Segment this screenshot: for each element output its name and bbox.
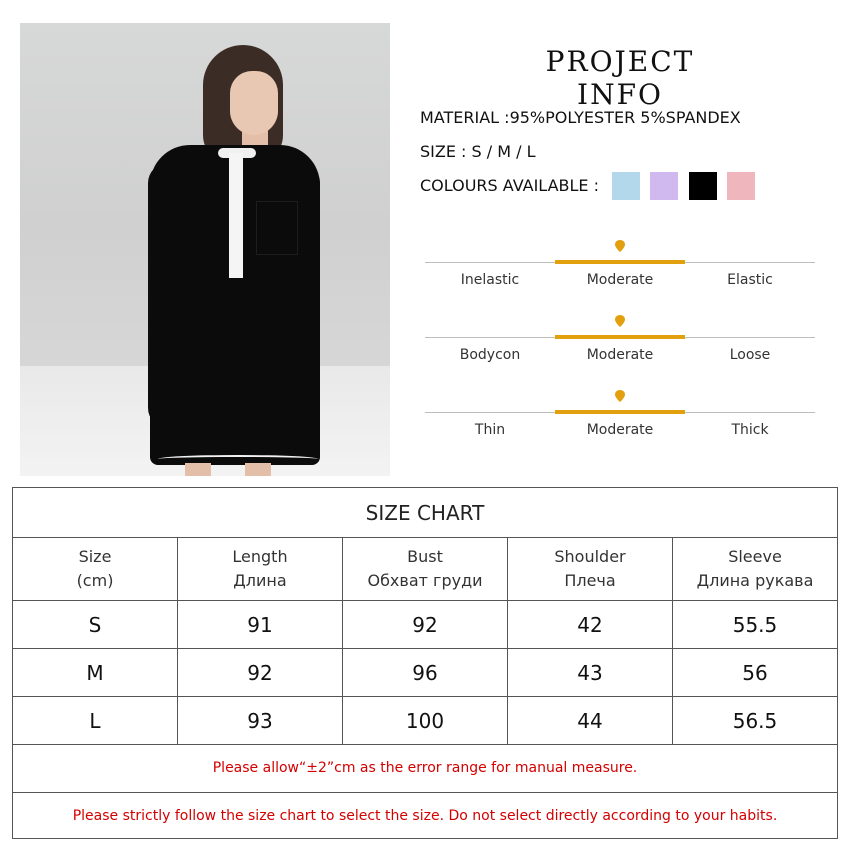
thickness-scale: [425, 396, 815, 446]
model-leg-right: [245, 463, 271, 476]
header-line1: Size: [78, 546, 112, 566]
colour-swatch-lavender: [650, 172, 678, 200]
header-length: [178, 537, 343, 600]
table-cell: 56.5: [732, 708, 778, 733]
header-line2: (cm): [76, 570, 114, 590]
fit-scale: [425, 321, 815, 371]
scale-label-middle: Moderate: [586, 272, 654, 288]
elasticity-scale: [425, 246, 815, 296]
scale-label-right: Loose: [729, 347, 771, 363]
location-pin-icon: [614, 240, 626, 252]
header-line2: Плеча: [564, 570, 616, 590]
product-photo: [20, 23, 390, 476]
scale-active-segment: [555, 335, 685, 339]
table-cell: 55.5: [732, 612, 778, 637]
scale-label-left: Bodycon: [459, 347, 521, 363]
dress-pocket: [256, 201, 298, 255]
scale-active-segment: [555, 410, 685, 414]
scale-label-right: Elastic: [727, 272, 773, 288]
table-row: [13, 649, 837, 697]
scale-label-left: Thin: [474, 422, 506, 438]
size-selection-note: Please strictly follow the size chart to select the size. Do not select directly according to your habits.: [72, 808, 778, 824]
project-info-title: PROJECT INFO: [545, 45, 695, 111]
table-header-row: [13, 537, 837, 601]
header-line2: Длина: [233, 570, 287, 590]
colour-swatch-black: [689, 172, 717, 200]
header-bust: [343, 537, 508, 600]
header-line2: Обхват груди: [367, 570, 483, 590]
table-cell: 93: [178, 697, 343, 744]
location-pin-icon: [614, 390, 626, 402]
scale-label-middle: Moderate: [586, 422, 654, 438]
table-cell: 91: [178, 601, 343, 648]
model-face: [230, 71, 278, 135]
scale-label-middle: Moderate: [586, 347, 654, 363]
dress-placket: [229, 153, 243, 278]
table-cell: 96: [343, 649, 508, 696]
scale-active-segment: [555, 260, 685, 264]
header-line1: Sleeve: [728, 546, 782, 566]
header-size: [13, 537, 178, 600]
model-leg-left: [185, 463, 211, 476]
table-cell: 92: [178, 649, 343, 696]
size-spec: SIZE : S / M / L: [420, 142, 536, 161]
material-spec: MATERIAL :95%POLYESTER 5%SPANDEX: [420, 108, 741, 127]
scale-label-left: Inelastic: [460, 272, 520, 288]
table-cell: 43: [508, 649, 673, 696]
header-line1: Shoulder: [554, 546, 626, 566]
colours-label: COLOURS AVAILABLE :: [420, 176, 599, 195]
header-line2: Длина рукава: [696, 570, 814, 590]
colour-swatch-pink: [727, 172, 755, 200]
header-sleeve: [673, 537, 837, 600]
table-row: [13, 697, 837, 745]
measurement-error-note: Please allow“±2”cm as the error range for manual measure.: [13, 745, 837, 793]
table-cell: 42: [508, 601, 673, 648]
header-shoulder: [508, 537, 673, 600]
table-cell: 56: [742, 660, 768, 685]
dress-hem: [158, 455, 318, 463]
header-line1: Length: [232, 546, 288, 566]
table-cell: 92: [343, 601, 508, 648]
colour-swatch-light-blue: [612, 172, 640, 200]
scale-label-right: Thick: [731, 422, 769, 438]
location-pin-icon: [614, 315, 626, 327]
table-cell: L: [13, 697, 178, 744]
size-chart-title: SIZE CHART: [13, 488, 837, 538]
table-cell: 100: [343, 697, 508, 744]
table-row: [13, 601, 837, 649]
header-line1: Bust: [407, 546, 443, 566]
size-chart-table: [12, 487, 838, 839]
table-cell: M: [13, 649, 178, 696]
table-cell: 44: [508, 697, 673, 744]
table-cell: S: [13, 601, 178, 648]
